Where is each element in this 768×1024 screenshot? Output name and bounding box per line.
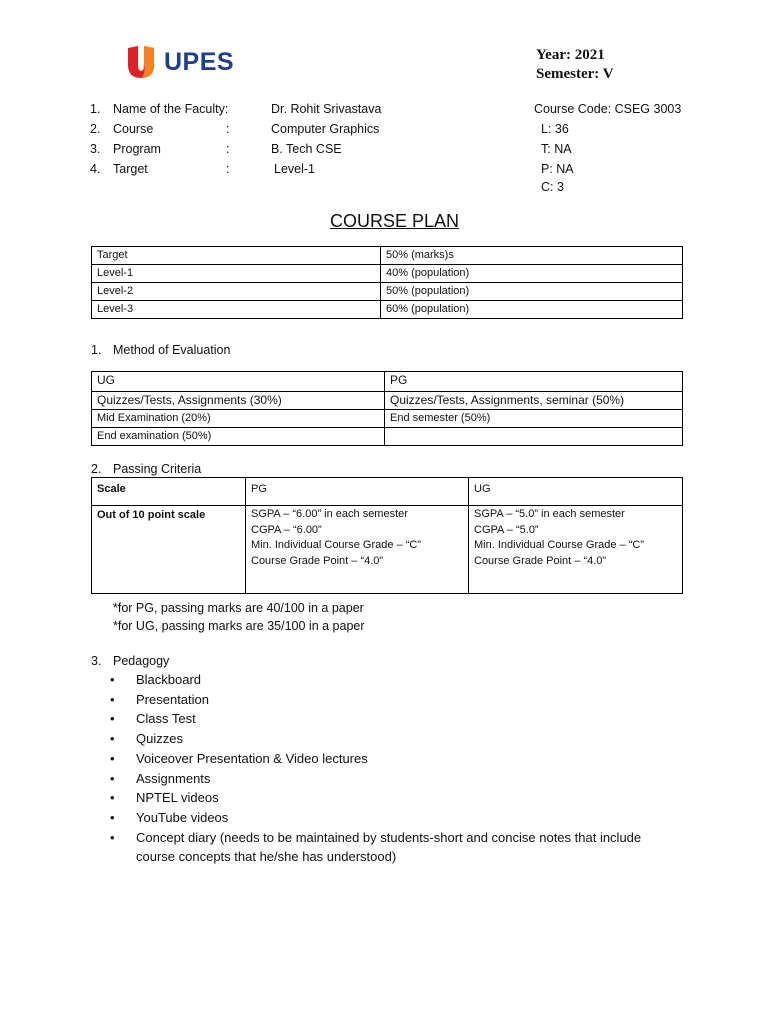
- info-label: Program: [113, 142, 161, 156]
- table-cell: Level-2: [92, 283, 381, 301]
- section-number: 3.: [91, 654, 102, 668]
- info-label: Target: [113, 162, 148, 176]
- target-table: [91, 246, 683, 319]
- info-label: Name of the Faculty:: [113, 102, 229, 116]
- table-cell: 50% (population): [381, 283, 683, 301]
- table-row: [92, 428, 683, 446]
- table-cell: Level-1: [92, 265, 381, 283]
- list-item-text: Class Test: [136, 711, 196, 727]
- bullet-icon: •: [110, 809, 115, 825]
- bullet-icon: •: [110, 829, 115, 845]
- criteria-line: SGPA – “5.0” in each semester: [474, 508, 625, 520]
- scale-cell: Out of 10 point scale: [92, 506, 246, 594]
- upes-logo-icon: [126, 44, 156, 80]
- bullet-icon: •: [110, 790, 115, 806]
- criteria-line: CGPA – “6.00”: [251, 523, 322, 536]
- criteria-line: CGPA – “5.0”: [474, 523, 539, 536]
- table-cell: Mid Examination (20%): [92, 410, 385, 428]
- info-value: Level-1: [274, 162, 315, 176]
- table-row: [92, 283, 683, 301]
- table-header-cell: PG: [385, 372, 683, 392]
- table-row: [92, 392, 683, 410]
- upes-logo: [126, 44, 251, 82]
- list-item-text: Concept diary (needs to be maintained by students-short and concise notes that include course concepts that he/she has understood): [136, 829, 642, 865]
- pedagogy-list: [110, 670, 690, 867]
- page-title: COURSE PLAN: [330, 211, 460, 231]
- pg-criteria-cell: [246, 506, 469, 594]
- year-label: Year: 2021: [536, 47, 605, 63]
- table-cell: Quizzes/Tests, Assignments (30%): [92, 392, 385, 410]
- section-heading: Passing Criteria: [113, 462, 202, 476]
- info-num: 2.: [90, 122, 101, 136]
- list-item: [110, 808, 690, 828]
- ug-criteria-cell: [469, 506, 683, 594]
- list-item: [110, 690, 690, 710]
- section-number: 1.: [91, 343, 102, 357]
- criteria-line: Min. Individual Course Grade – “C”: [251, 539, 421, 551]
- list-item-text: Blackboard: [136, 672, 202, 687]
- table-row: [92, 247, 683, 265]
- table-header-cell: PG: [246, 478, 469, 506]
- info-num: 1.: [90, 102, 101, 116]
- section-heading: Method of Evaluation: [113, 343, 231, 357]
- info-colon: :: [226, 162, 230, 176]
- table-row: [92, 265, 683, 283]
- criteria-line: Min. Individual Course Grade – “C”: [474, 539, 644, 551]
- list-item-text: Presentation: [136, 691, 209, 707]
- passing-note: *for UG, passing marks are 35/100 in a paper: [113, 619, 365, 633]
- list-item: [110, 729, 690, 749]
- list-item-text: Assignments: [136, 770, 211, 786]
- semester-label: Semester: V: [536, 66, 614, 82]
- list-item: [110, 828, 690, 867]
- table-cell: [385, 428, 683, 446]
- section-number: 2.: [91, 462, 102, 476]
- bullet-icon: •: [110, 770, 115, 786]
- table-cell: Level-3: [92, 301, 381, 319]
- table-cell: Quizzes/Tests, Assignments, seminar (50%): [385, 392, 683, 410]
- list-item: [110, 670, 690, 690]
- info-value: Dr. Rohit Srivastava: [271, 102, 382, 116]
- list-item: [110, 709, 690, 729]
- practical-hours: P: NA: [541, 162, 574, 176]
- table-cell: Target: [92, 247, 381, 265]
- info-colon: :: [226, 122, 230, 136]
- criteria-line: Course Grade Point – “4.0”: [474, 554, 607, 567]
- bullet-icon: •: [110, 691, 115, 707]
- bullet-icon: •: [110, 711, 115, 727]
- table-row: [92, 506, 683, 594]
- info-num: 3.: [90, 142, 101, 156]
- passing-criteria-table: [91, 477, 683, 594]
- criteria-line: SGPA – “6.00” in each semester: [251, 508, 408, 520]
- course-code: Course Code: CSEG 3003: [534, 102, 682, 116]
- info-num: 4.: [90, 162, 101, 176]
- list-item: [110, 788, 690, 808]
- list-item-text: Quizzes: [136, 731, 183, 747]
- table-header-cell: UG: [469, 478, 683, 506]
- table-header-cell: UG: [92, 372, 385, 392]
- table-row: [92, 410, 683, 428]
- bullet-icon: •: [110, 672, 115, 687]
- list-item-text: NPTEL videos: [136, 790, 219, 806]
- table-row: [92, 301, 683, 319]
- info-colon: :: [226, 142, 230, 156]
- table-cell: 60% (population): [381, 301, 683, 319]
- table-header-row: [92, 372, 683, 392]
- table-cell: 50% (marks)s: [381, 247, 683, 265]
- table-cell: 40% (population): [381, 265, 683, 283]
- info-value: Computer Graphics: [271, 122, 380, 136]
- table-header-row: [92, 478, 683, 506]
- table-header-cell: Scale: [92, 478, 246, 506]
- criteria-line: Course Grade Point – “4.0”: [251, 554, 384, 567]
- bullet-icon: •: [110, 750, 115, 766]
- bullet-icon: •: [110, 731, 115, 747]
- list-item: [110, 749, 690, 769]
- credits: C: 3: [541, 180, 564, 194]
- tutorial-hours: T: NA: [541, 142, 572, 156]
- lecture-hours: L: 36: [541, 122, 569, 136]
- evaluation-table: [91, 371, 683, 446]
- info-label: Course: [113, 122, 154, 136]
- info-value: B. Tech CSE: [271, 142, 342, 156]
- logo-text: UPES: [164, 48, 235, 76]
- table-cell: End examination (50%): [92, 428, 385, 446]
- list-item-text: YouTube videos: [136, 809, 229, 825]
- list-item-text: Voiceover Presentation & Video lectures: [136, 750, 368, 766]
- passing-note: *for PG, passing marks are 40/100 in a paper: [113, 601, 364, 615]
- table-cell: End semester (50%): [385, 410, 683, 428]
- section-heading: Pedagogy: [113, 654, 170, 668]
- list-item: [110, 769, 690, 789]
